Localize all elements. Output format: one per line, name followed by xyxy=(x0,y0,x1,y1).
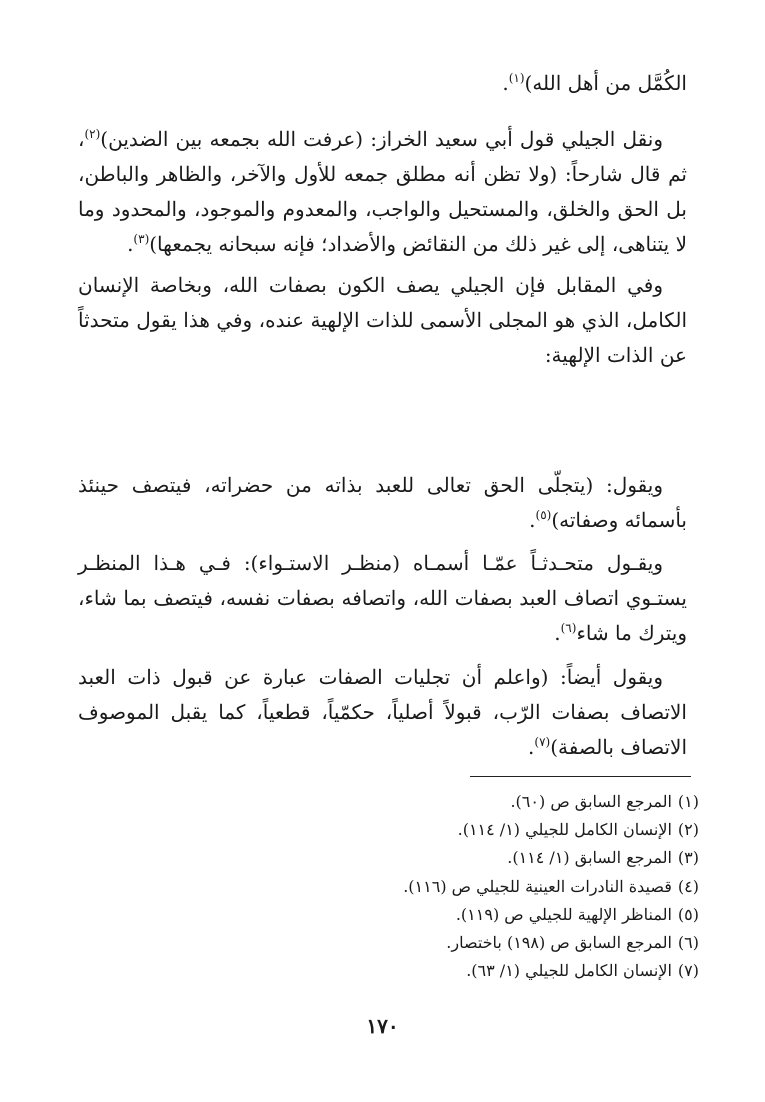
verse-line-1 xyxy=(120,380,650,414)
page-number: ١٧٠ xyxy=(366,1014,399,1038)
footnote-ref-6: (٦) xyxy=(560,621,577,635)
paragraph-kharraz: ونقل الجيلي قول أبي سعيد الخراز: (عرفت الله بجمعه بين الضدين)$^{(٢)}$، ثم قال شارحاً: (ولا تظن أنه مطلق جمعه للأول والآخر، والظاهر والباطن، بل الحق والخلق، والمستحيل والواجب، والمعدوم والموجود، والمحدود وما لا يتناهى، إلى غير ذلك من النقائض والأضداد؛ فإنه سبحانه يجمعها)$^{(٣)}$. xyxy=(78,127,687,256)
footnote-item: (٤)قصيدة النادرات العينية للجيلي ص (١١٦). xyxy=(403,876,699,896)
footnote-ref-3: (٣) xyxy=(133,232,150,246)
footnote-ref-7: (٧) xyxy=(534,735,551,749)
footnotes-list xyxy=(199,788,699,985)
paragraph-sifat: ويقول أيضاً: (واعلم أن تجليات الصفات عبارة عن قبول ذات العبد الاتصاف بصفات الرّب، قبولاً أصلياً، حكمّياً، قطعياً، كما يقبل الموصوف الاتصاف بالصفة)$^{(٧)}$. xyxy=(78,665,687,759)
footnote-ref-5: (٥) xyxy=(535,508,552,522)
paragraph-cosmos: وفي المقابل فإن الجيلي يصف الكون بصفات الله، وبخاصة الإنسان الكامل، الذي هو المجلى الأسمى للذات الإلهية عنده، وفي هذا يقول متحدثاً عن الذات الإلهية: xyxy=(78,273,687,367)
footnote-item: (٣)المرجع السابق (١/ ١١٤). xyxy=(507,848,699,868)
footnote-item: (٢)الإنسان الكامل للجيلي (١/ ١١٤). xyxy=(457,820,699,840)
paragraph-tajalli: ويقول: (يتجلّى الحق تعالى للعبد بذاته من حضراته، فيتصف حينئذ بأسمائه وصفاته)$^{(٥)}$. xyxy=(78,473,687,532)
footnote-ref-1: (١) xyxy=(508,71,525,85)
footnote-item: (٦)المرجع السابق ص (١٩٨) باختصار. xyxy=(446,933,699,953)
verse-line-2 xyxy=(120,418,650,452)
paragraph-istiwa: ويقـول متحـدثـاً عمّـا أسمـاه (منظـر الاستـواء): فـي هـذا المنظـر يستـوي اتصاف العبد بصفات الله، واتصافه بصفات نفسه، فيتصف بما شاء، ويترك ما شاء$^{(٦)}$. xyxy=(78,551,687,645)
footnote-item: (١)المرجع السابق ص (٦٠). xyxy=(510,792,699,811)
footnote-ref-2: (٢) xyxy=(84,127,101,141)
footnote-divider xyxy=(470,776,691,777)
footnote-item: (٥)المناظر الإلهية للجيلي ص (١١٩). xyxy=(455,904,699,924)
footnote-item: (٧)الإنسان الكامل للجيلي (١/ ٦٣). xyxy=(466,961,699,981)
paragraph-continuation: الكُمَّل من أهل الله)$^{(١)}$. xyxy=(502,71,687,95)
